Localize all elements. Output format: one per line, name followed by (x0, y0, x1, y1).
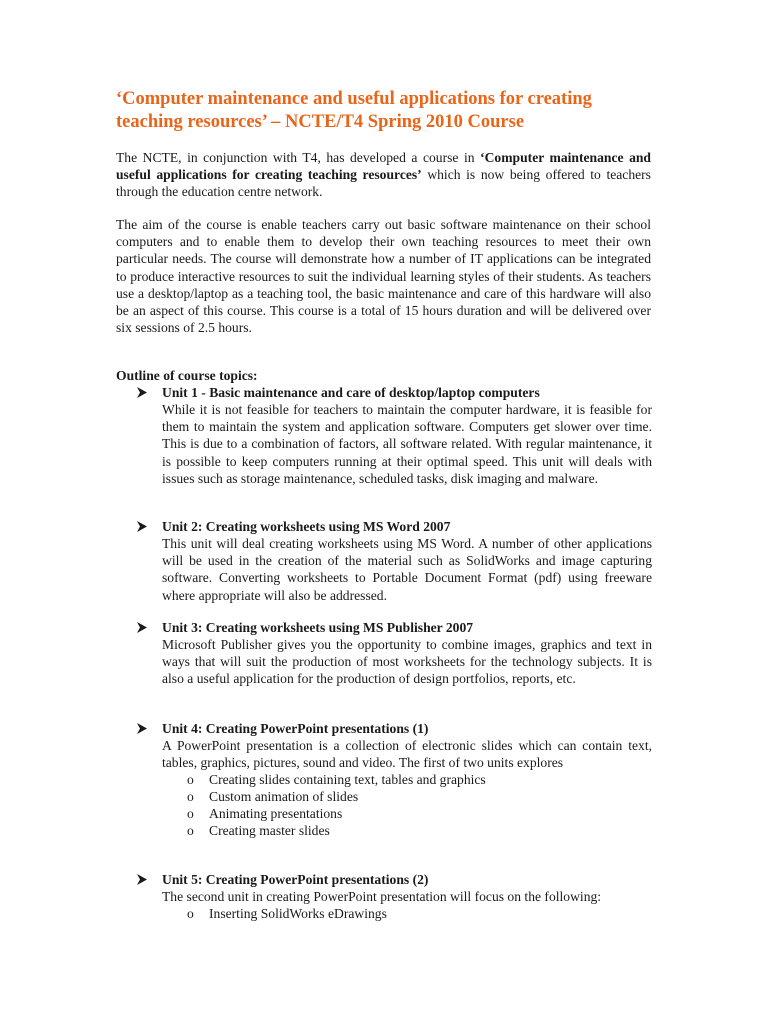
unit-heading-text: Unit 5: Creating PowerPoint presentations (2) (162, 872, 429, 887)
list-item (187, 771, 652, 788)
unit-description: Microsoft Publisher gives you the opportunity to combine images, graphics and text in ways that will suit the production of most worksheets for the technology subjects. It is also a useful application for the production of design portfolios, reports, etc. (162, 637, 652, 687)
arrow-bullet-icon (137, 387, 147, 398)
arrow-bullet-icon (137, 622, 147, 633)
intro-course-name: ‘Computer maintenance and useful applications for creating teaching resources’ (116, 150, 651, 183)
unit-description: The second unit in creating PowerPoint presentation will focus on the following: (162, 889, 602, 904)
circle-bullet-icon: o (187, 789, 194, 805)
list-item (187, 788, 652, 805)
unit-description: This unit will deal creating worksheets using MS Word. A number of other applications will be used in the creation of the material such as SolidWorks and image capturing software. Converting worksheets to Portable Document Format (pdf) using freeware where appropriate will also be addressed. (162, 536, 652, 603)
circle-bullet-icon: o (187, 806, 194, 822)
sub-topic-list (137, 771, 652, 839)
unit-heading-text: Unit 3: Creating worksheets using MS Publisher 2007 (162, 620, 474, 635)
unit-4 (137, 720, 652, 839)
unit-description: While it is not feasible for teachers to maintain the computer hardware, it is feasible for them to maintain the system and application software. Computers get slower over time. This is due to a combination of factors, all software related. With regular maintenance, it is possible to keep computers running at their optimal speed. This unit will deals with issues such as storage maintenance, scheduled tasks, disk imaging and malware. (162, 402, 652, 486)
unit-heading (137, 518, 652, 535)
list-item-text: Inserting SolidWorks eDrawings (209, 906, 387, 922)
intro-text-end: which is now being offered to teachers through the education centre network. (116, 167, 651, 200)
aim-paragraph: The aim of the course is enable teachers carry out basic software maintenance on their school computers and to enable them to develop their own teaching resources to meet their own particular needs. The course will demonstrate how a number of IT applications can be integrated to produce interactive resources to suit the individual learning styles of their students. As teachers use a desktop/laptop as a teaching tool, the basic maintenance and care of this hardware will also be an aspect of this course. This course is a total of 15 hours duration and will be delivered over six sessions of 2.5 hours. (116, 217, 651, 336)
list-item (187, 805, 652, 822)
list-item (187, 905, 652, 922)
circle-bullet-icon: o (187, 823, 194, 839)
list-item-text: Creating slides containing text, tables and graphics (209, 772, 486, 788)
unit-2 (137, 518, 652, 604)
circle-bullet-icon: o (187, 906, 194, 922)
intro-paragraph (116, 149, 651, 201)
intro-text-start: The NCTE, in conjunction with T4, has developed a course in (116, 150, 481, 165)
unit-heading-text: Unit 4: Creating PowerPoint presentations (1) (162, 721, 429, 736)
unit-5 (137, 871, 652, 922)
unit-heading (137, 619, 652, 636)
unit-heading-text: Unit 2: Creating worksheets using MS Word 2007 (162, 519, 451, 534)
circle-bullet-icon: o (187, 772, 194, 788)
unit-heading (137, 384, 652, 401)
list-item-text: Custom animation of slides (209, 789, 359, 805)
list-item-text: Creating master slides (209, 823, 330, 839)
page-title: ‘Computer maintenance and useful applications for creating teaching resources’ – NCTE/T4 Spring 2010 Course (116, 89, 592, 132)
unit-description: A PowerPoint presentation is a collection of electronic slides which can contain text, tables, graphics, pictures, sound and video. The first of two units explores (162, 738, 652, 771)
unit-heading-text: Unit 1 - Basic maintenance and care of desktop/laptop computers (162, 385, 540, 400)
outline-heading: Outline of course topics: (116, 368, 258, 383)
arrow-bullet-icon (137, 723, 147, 734)
list-item-text: Animating presentations (209, 806, 343, 822)
list-item (187, 822, 652, 839)
unit-3 (137, 619, 652, 688)
arrow-bullet-icon (137, 874, 147, 885)
unit-heading (137, 871, 652, 888)
sub-topic-list (137, 905, 652, 922)
unit-1 (137, 384, 652, 487)
unit-heading (137, 720, 652, 737)
arrow-bullet-icon (137, 521, 147, 532)
